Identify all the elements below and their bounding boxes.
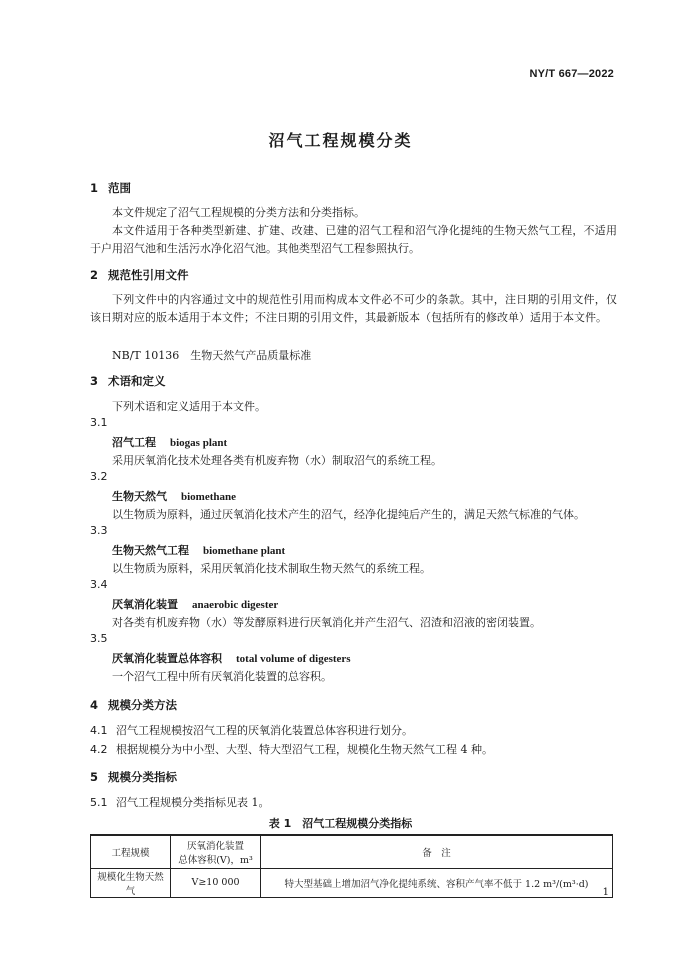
term-definition: 以生物质为原料，通过厌氧消化技术产生的沼气，经净化提纯后产生的，满足天然气标准的气体。 (112, 508, 585, 521)
term-heading (112, 650, 351, 666)
section-3-intro: 下列术语和定义适用于本文件。 (112, 400, 266, 413)
section-number: 2 (90, 268, 99, 282)
section-1-paragraph-1: 本文件规定了沼气工程规模的分类方法和分类指标。 (112, 206, 365, 219)
clause-5-1 (90, 794, 270, 810)
clause-4-2 (90, 741, 493, 757)
section-5-heading (90, 769, 177, 785)
cell-volume: V≥10 000 (171, 868, 261, 897)
table-header-row (91, 835, 613, 868)
term-cn: 生物天然气 (112, 490, 167, 503)
term-cn: 沼气工程 (112, 436, 156, 449)
clause-4-1 (90, 722, 413, 738)
term-heading (112, 434, 227, 450)
clause-number: 5.1 (90, 796, 108, 809)
term-cn: 生物天然气工程 (112, 544, 189, 557)
header-volume-line-1: 厌氧消化装置 (186, 840, 244, 852)
header-volume (171, 835, 261, 868)
section-number: 4 (90, 698, 99, 712)
clause-text: 根据规模分为中小型、大型、特大型沼气工程，规模化生物天然气工程 4 种。 (116, 743, 493, 756)
normative-reference: NB/T 10136 生物天然气产品质量标准 (112, 349, 312, 362)
clause-text: 沼气工程规模按沼气工程的厌氧消化装置总体容积进行划分。 (116, 724, 413, 737)
table-row (91, 868, 613, 897)
classification-table (90, 834, 613, 898)
section-1-heading (90, 180, 131, 196)
page-number: 1 (602, 887, 609, 898)
document-title: 沼气工程规模分类 (268, 131, 413, 150)
section-title: 术语和定义 (108, 374, 166, 388)
section-2-paragraph-1: 下列文件中的内容通过文中的规范性引用而构成本文件必不可少的条款。其中，注日期的引用文件，仅该日期对应的版本适用于本文件；不注日期的引用文件，其最新版本（包括所有的修改单）适用于本文件。 (90, 293, 617, 324)
standard-number: NY/T 667—2022 (529, 68, 614, 80)
header-note: 备 注 (261, 835, 613, 868)
term-heading (112, 596, 278, 612)
term-en: anaerobic digester (192, 599, 279, 611)
term-definition: 采用厌氧消化技术处理各类有机废弃物（水）制取沼气的系统工程。 (112, 454, 442, 467)
term-number: 3.2 (90, 470, 108, 483)
term-cn: 厌氧消化装置 (112, 598, 178, 611)
table-caption: 表 1 沼气工程规模分类指标 (268, 817, 413, 830)
term-en: biomethane (181, 491, 236, 503)
section-title: 规模分类指标 (108, 770, 177, 784)
term-number: 3.5 (90, 632, 108, 645)
term-number: 3.1 (90, 416, 108, 429)
term-en: biomethane plant (203, 545, 286, 557)
section-title: 规范性引用文件 (108, 268, 189, 282)
clause-number: 4.2 (90, 743, 108, 756)
term-definition: 以生物质为原料，采用厌氧消化技术制取生物天然气的系统工程。 (112, 562, 431, 575)
term-definition: 一个沼气工程中所有厌氧消化装置的总容积。 (112, 670, 332, 683)
section-4-heading (90, 697, 177, 713)
clause-text: 沼气工程规模分类指标见表 1。 (116, 796, 270, 809)
cell-note: 特大型基础上增加沼气净化提纯系统、容积产气率不低于 1.2 m³/(m³·d) (261, 868, 613, 897)
section-number: 3 (90, 374, 99, 388)
term-definition: 对各类有机废弃物（水）等发酵原料进行厌氧消化并产生沼气、沼渣和沼液的密闭装置。 (112, 616, 541, 629)
section-2-heading (90, 267, 189, 283)
term-en: total volume of digesters (236, 653, 351, 665)
term-en: biogas plant (170, 437, 228, 449)
section-title: 范围 (108, 181, 131, 195)
term-cn: 厌氧消化装置总体容积 (112, 652, 222, 665)
cell-scale: 规模化生物天然气 (91, 868, 171, 897)
section-number: 5 (90, 770, 99, 784)
term-heading (112, 488, 236, 504)
header-scale: 工程规模 (91, 835, 171, 868)
section-number: 1 (90, 181, 99, 195)
term-number: 3.3 (90, 524, 108, 537)
term-number: 3.4 (90, 578, 108, 591)
clause-number: 4.1 (90, 724, 108, 737)
section-3-heading (90, 373, 166, 389)
term-heading (112, 542, 285, 558)
section-title: 规模分类方法 (108, 698, 177, 712)
section-1-paragraph-2: 本文件适用于各种类型新建、扩建、改建、已建的沼气工程和沼气净化提纯的生物天然气工程，不适用于户用沼气池和生活污水净化沼气池。其他类型沼气工程参照执行。 (90, 224, 617, 255)
header-volume-line-2: 总体容积(V)，m³ (178, 854, 253, 866)
